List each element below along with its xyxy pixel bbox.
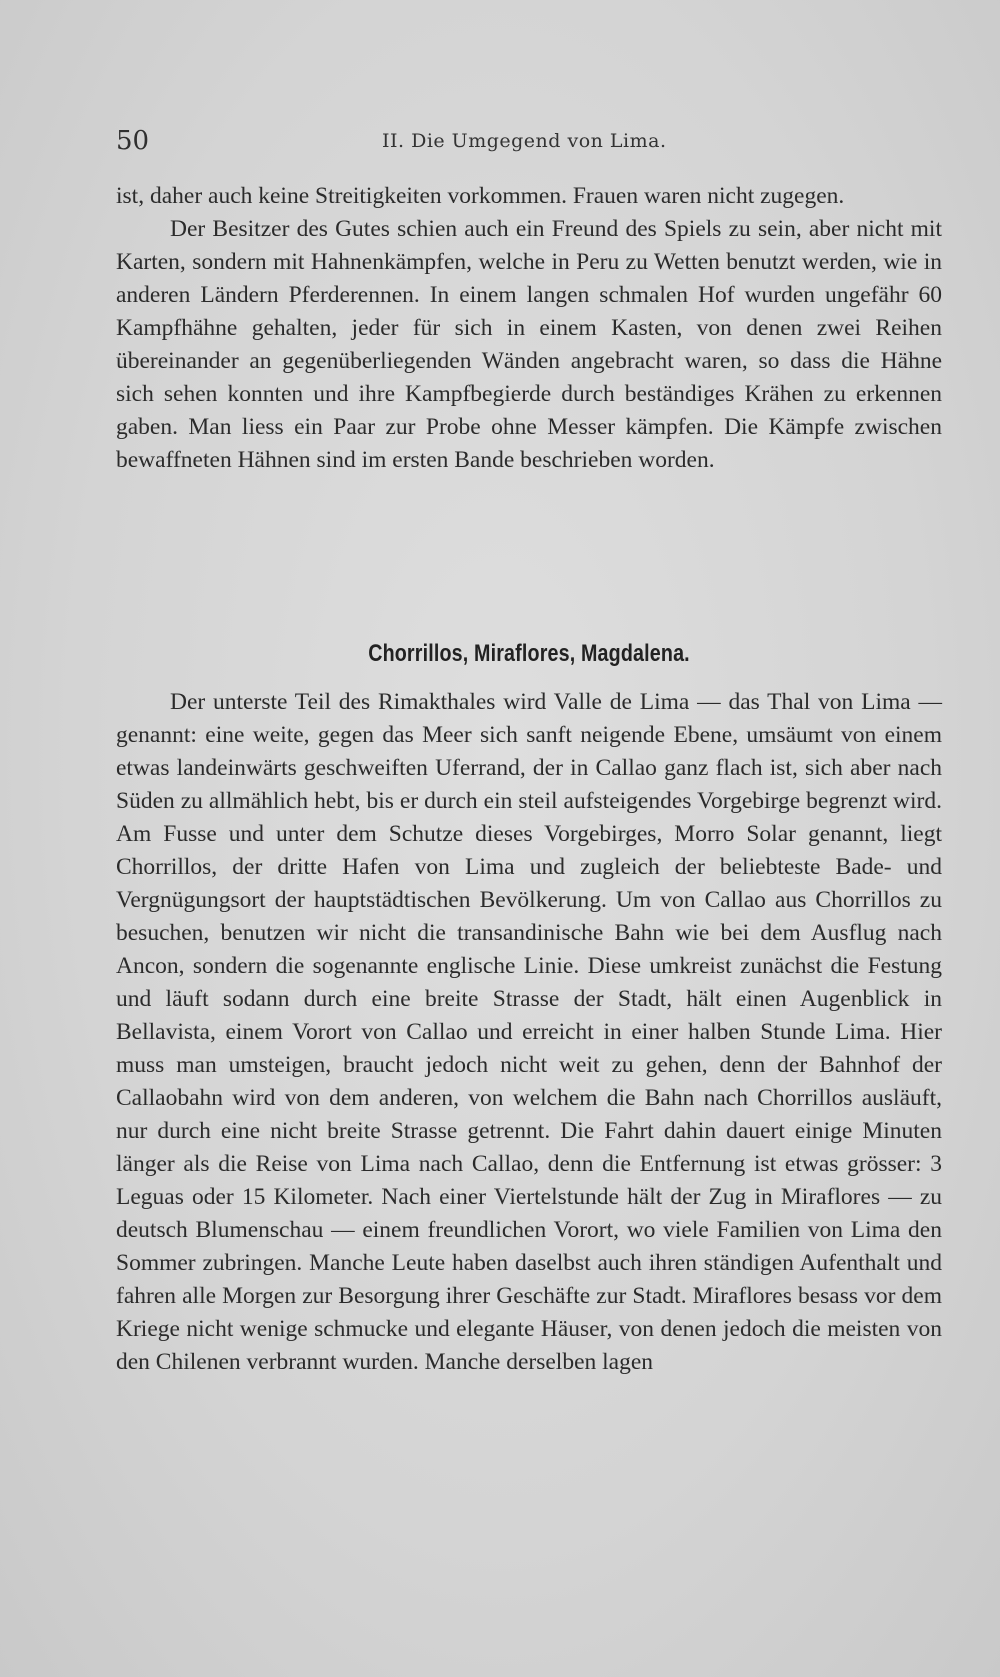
text-block-after-section bbox=[116, 686, 942, 1379]
paragraph-continued: ist, daher auch keine Streitigkeiten vorkommen. Frauen waren nicht zugegen. bbox=[116, 183, 845, 209]
page-header bbox=[116, 126, 946, 166]
text-block-before-section bbox=[116, 180, 942, 477]
page-number: 50 bbox=[116, 126, 150, 156]
section-heading: Chorrillos, Miraflores, Magdalena. bbox=[368, 640, 690, 667]
running-head: II. Die Umgegend von Lima. bbox=[382, 130, 667, 152]
paragraph-cockfights: Der Besitzer des Gutes schien auch ein Freund des Spiels zu sein, aber nicht mit Karten, sondern mit Hahnenkämpfen, welche in Peru zu Wetten benutzt werden, wie in anderen Ländern Pferderennen. In einem langen schmalen Hof wurden ungefähr 60 Kampfhähne gehalten, jeder für sich in einem Kasten, von denen zwei Reihen übereinander an gegenüberliegenden Wänden angebracht waren, so dass die Hähne sich sehen konnten und ihre Kampfbegierde durch beständiges Krähen zu erkennen gaben. Man liess ein Paar zur Probe ohne Messer kämpfen. Die Kämpfe zwischen bewaffneten Hähnen sind im ersten Bande beschrieben worden. bbox=[116, 216, 942, 473]
paragraph-valle-de-lima: Der unterste Teil des Rimakthales wird Valle de Lima — das Thal von Lima — genannt: eine weite, gegen das Meer sich sanft neigende Ebene, umsäumt von einem etwas landeinwärts geschweiften Uferrand, der in Callao ganz flach ist, sich aber nach Süden zu allmählich hebt, bis er durch ein steil aufsteigendes Vorgebirge begrenzt wird. Am Fusse und unter dem Schutze dieses Vorgebirges, Morro Solar genannt, liegt Chorrillos, der dritte Hafen von Lima und zugleich der beliebteste Bade- und Vergnügungsort der hauptstädtischen Bevölkerung. Um von Callao aus Chorrillos zu besuchen, benutzen wir nicht die transandinische Bahn wie bei dem Ausflug nach Ancon, sondern die sogenannte englische Linie. Diese umkreist zunächst die Festung und läuft sodann durch eine breite Strasse der Stadt, hält einen Augenblick in Bellavista, einem Vorort von Callao und erreicht in einer halben Stunde Lima. Hier muss man umsteigen, braucht jedoch nicht weit zu gehen, denn der Bahnhof der Callaobahn wird von dem anderen, von welchem die Bahn nach Chorrillos ausläuft, nur durch eine nicht breite Strasse getrennt. Die Fahrt dahin dauert einige Minuten länger als die Reise von Lima nach Callao, denn die Entfernung ist etwas grösser: 3 Leguas oder 15 Kilometer. Nach einer Viertelstunde hält der Zug in Miraflores — zu deutsch Blumenschau — einem freundlichen Vorort, wo viele Familien von Lima den Sommer zubringen. Manche Leute haben daselbst auch ihren ständigen Aufenthalt und fahren alle Morgen zur Besorgung ihrer Geschäfte zur Stadt. Miraflores besass vor dem Kriege nicht wenige schmucke und elegante Häuser, von denen jedoch die meisten von den Chilenen verbrannt wurden. Manche derselben lagen bbox=[116, 689, 942, 1375]
